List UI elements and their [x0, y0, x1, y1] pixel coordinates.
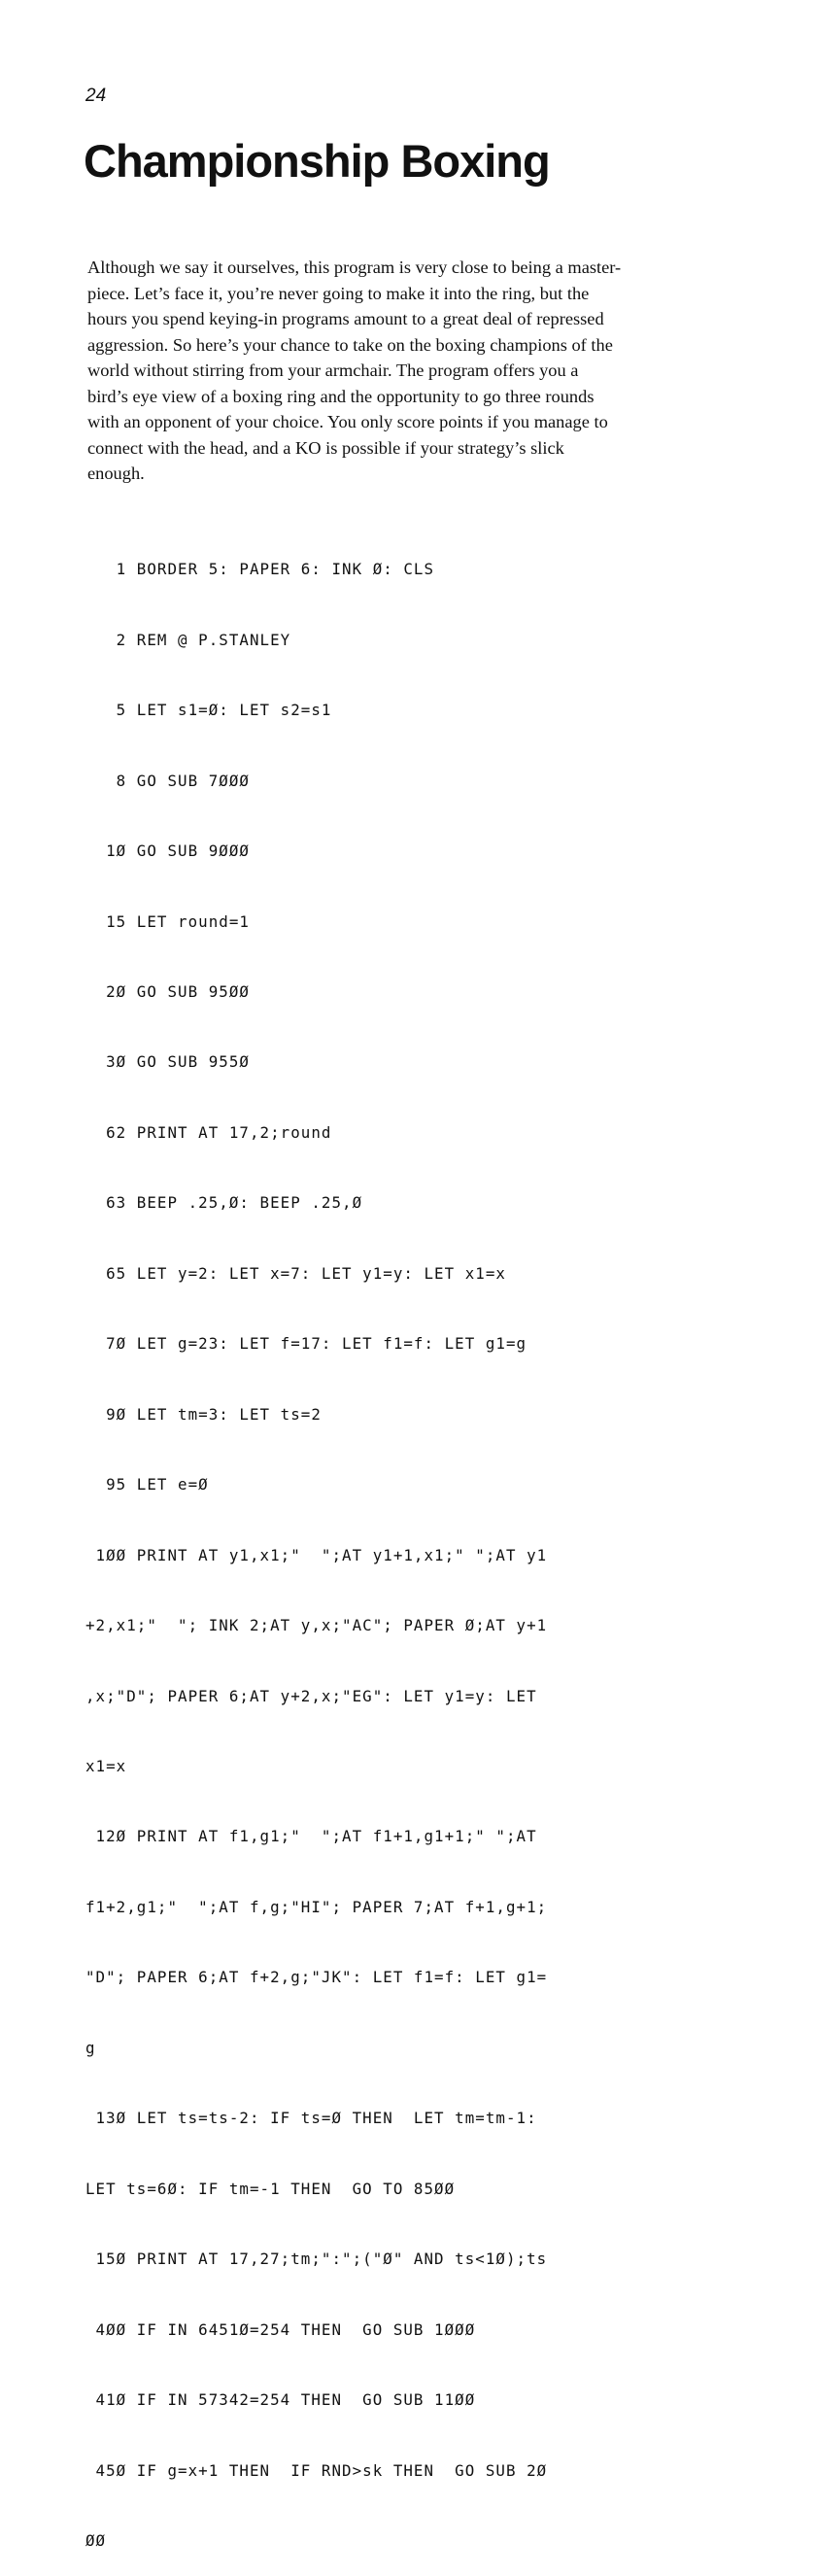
intro-line: aggression. So here’s your chance to take on the boxing champions of the	[87, 334, 613, 355]
code-line: 65 LET y=2: LET x=7: LET y1=y: LET x1=x	[85, 1263, 506, 1283]
code-line: f1+2,g1;" ";AT f,g;"HI"; PAPER 7;AT f+1,g+1;	[85, 1897, 548, 1916]
code-line: 95 LET e=Ø	[85, 1475, 209, 1494]
intro-line: connect with the head, and a KO is possible if your strategy’s slick	[87, 437, 564, 458]
code-line: 7Ø LET g=23: LET f=17: LET f1=f: LET g1=g	[85, 1334, 527, 1354]
code-line: 41Ø IF IN 57342=254 THEN GO SUB 11ØØ	[85, 2390, 476, 2410]
code-line: 62 PRINT AT 17,2;round	[85, 1122, 332, 1142]
code-line: "D"; PAPER 6;AT f+2,g;"JK": LET f1=f: LET g1=	[85, 1968, 548, 1987]
code-line: 15 LET round=1	[85, 911, 250, 931]
code-line: ØØ	[85, 2531, 107, 2550]
code-line: +2,x1;" "; INK 2;AT y,x;"AC"; PAPER Ø;AT y+1	[85, 1616, 548, 1635]
code-line: 13Ø LET ts=ts-2: IF ts=Ø THEN LET tm=tm-1:	[85, 2109, 537, 2128]
code-line: 8 GO SUB 7ØØØ	[85, 771, 250, 790]
code-line: LET ts=6Ø: IF tm=-1 THEN GO TO 85ØØ	[85, 2179, 456, 2198]
code-line: ,x;"D"; PAPER 6;AT y+2,x;"EG": LET y1=y: LET	[85, 1686, 537, 1705]
code-line: 45Ø IF g=x+1 THEN IF RND>sk THEN GO SUB 2Ø	[85, 2460, 548, 2480]
code-line: 9Ø LET tm=3: LET ts=2	[85, 1404, 322, 1424]
intro-line: with an opponent of your choice. You only score points if you manage to	[87, 412, 608, 431]
code-line: 5 LET s1=Ø: LET s2=s1	[85, 701, 332, 720]
code-line: 2 REM @ P.STANLEY	[85, 630, 291, 649]
code-line: 63 BEEP .25,Ø: BEEP .25,Ø	[85, 1193, 363, 1213]
code-line: g	[85, 2038, 96, 2057]
program-listing	[85, 511, 707, 2576]
intro-line: hours you spend keying-in programs amount to a great deal of repressed	[87, 309, 604, 328]
code-line: 2Ø GO SUB 95ØØ	[85, 982, 250, 1002]
code-line: x1=x	[85, 1757, 127, 1776]
code-line: 1 BORDER 5: PAPER 6: INK Ø: CLS	[85, 560, 435, 579]
code-line: 12Ø PRINT AT f1,g1;" ";AT f1+1,g1+1;" ";AT	[85, 1827, 537, 1846]
intro-line: bird’s eye view of a boxing ring and the opportunity to go three rounds	[87, 386, 595, 406]
code-line: 1ØØ PRINT AT y1,x1;" ";AT y1+1,x1;" ";AT y1	[85, 1545, 548, 1564]
intro-paragraph	[87, 255, 690, 487]
chapter-title: Championship Boxing	[84, 135, 550, 187]
intro-line: world without stirring from your armchair. The program offers you a	[87, 361, 579, 380]
intro-line: piece. Let’s face it, you’re never going to make it into the ring, but the	[87, 283, 590, 303]
code-line: 4ØØ IF IN 6451Ø=254 THEN GO SUB 1ØØØ	[85, 2319, 476, 2339]
code-line: 1Ø GO SUB 9ØØØ	[85, 841, 250, 861]
code-line: 15Ø PRINT AT 17,27;tm;":";("Ø" AND ts<1Ø);ts	[85, 2250, 548, 2269]
intro-line: Although we say it ourselves, this program is very close to being a master-	[87, 258, 622, 277]
code-line: 3Ø GO SUB 955Ø	[85, 1052, 250, 1072]
page-number: 24	[85, 86, 107, 106]
intro-line: enough.	[87, 464, 145, 483]
